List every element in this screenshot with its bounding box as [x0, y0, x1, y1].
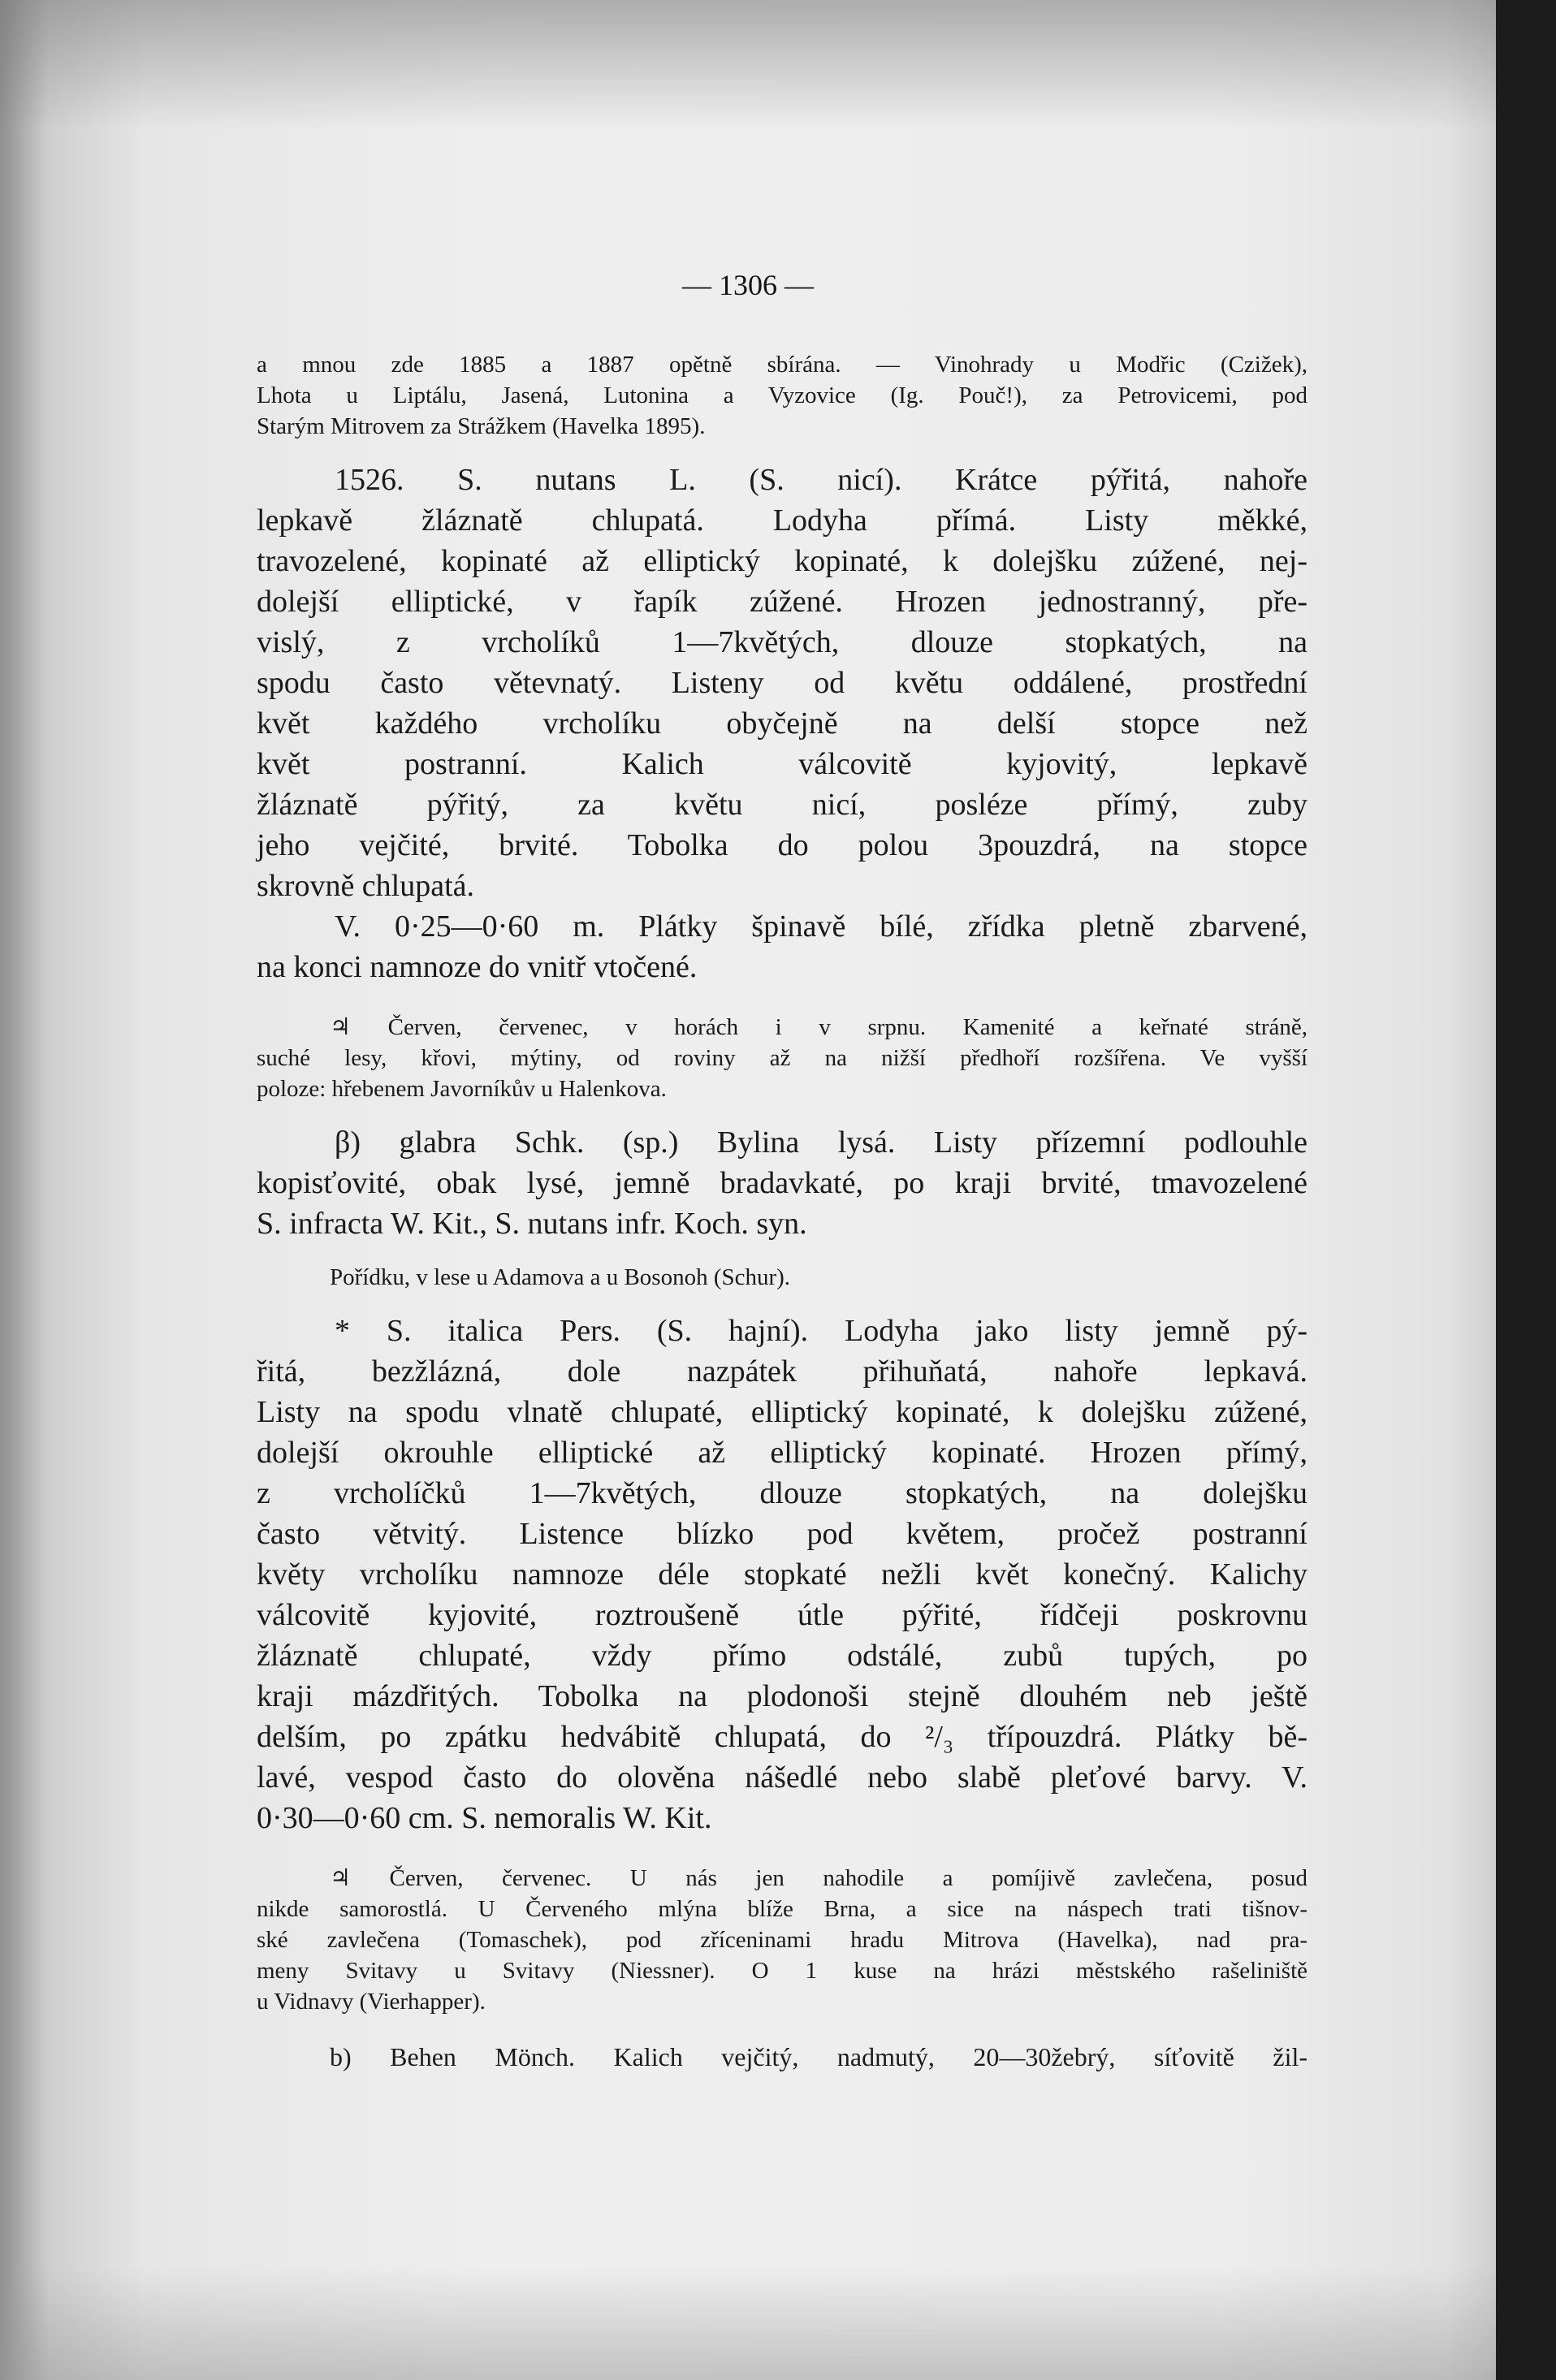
text-line: Pořídku, v lese u Adamova a u Bosonoh (Schur). — [330, 1264, 791, 1290]
text-line: 1526. S. nutans L. (S. nicí). Krátce pýřitá, nahoře — [335, 463, 1307, 497]
text-line: kopisťovité, obak lysé, jemně bradavkaté, po kraji brvité, tmavozelené — [257, 1166, 1307, 1200]
text-line: ♃ Červen, červenec, v horách i v srpnu. Kamenité a keřnaté stráně, — [330, 1014, 1307, 1040]
distribution-note — [257, 1012, 1307, 1104]
text-line: dolejší okrouhle elliptické až elliptický kopinaté. Hrozen přímý, — [257, 1436, 1307, 1470]
text-line: žláznatě pýřitý, za květu nicí, posléze přímý, zuby — [257, 788, 1307, 822]
text-line: z vrcholíčků 1—7květých, dlouze stopkatých, na dolejšku — [257, 1476, 1307, 1510]
text-line: válcovitě kyjovité, roztroušeně útle pýřité, řídčeji poskrovnu — [257, 1598, 1307, 1632]
text-line: lepkavě žláznatě chlupatá. Lodyha přímá. Listy měkké, — [257, 503, 1307, 538]
text-line: poloze: hřebenem Javorníkův u Halenkova. — [257, 1076, 667, 1102]
text-line: ♃ Červen, červenec. U nás jen nahodile a pomíjivě zavlečena, posud — [330, 1865, 1307, 1891]
text-line: květ postranní. Kalich válcovitě kyjovitý, lepkavě — [257, 747, 1307, 781]
text-line: Lhota u Liptálu, Jasená, Lutonina a Vyzovice (Ig. Pouč!), za Petrovicemi, pod — [257, 382, 1307, 408]
locality-note — [257, 1262, 1307, 1293]
text-line: meny Svitavy u Svitavy (Niessner). O 1 kuse na hrázi městského rašeliniště — [257, 1958, 1307, 1984]
text-line: b) Behen Mönch. Kalich vejčitý, nadmutý, 20—30žebrý, síťovitě žil- — [330, 2042, 1307, 2071]
text-line: na konci namnoze do vnitř vtočené. — [257, 950, 698, 984]
text-line: delším, po zpátku hedvábitě chlupatá, do ²/₃ třípouzdrá. Plátky bě- — [257, 1720, 1307, 1754]
text-line: V. 0·25—0·60 m. Plátky špinavě bílé, zřídka pletně zbarvené, — [335, 909, 1307, 944]
text-line: spodu často větevnatý. Listeny od květu oddálené, prostřední — [257, 666, 1307, 700]
variety-glabra — [257, 1122, 1307, 1244]
text-line: Starým Mitrovem za Strážkem (Havelka 1895). — [257, 413, 706, 439]
distribution-note — [257, 1863, 1307, 2017]
text-line: nikde samorostlá. U Červeného mlýna blíže Brna, a sice na náspech trati tišnov- — [257, 1896, 1307, 1922]
text-line: β) glabra Schk. (sp.) Bylina lysá. Listy přízemní podlouhle — [335, 1125, 1307, 1160]
text-line: ské zavlečena (Tomaschek), pod zříceninami hradu Mitrova (Havelka), nad pra- — [257, 1927, 1307, 1953]
text-line: kraji mázdřitých. Tobolka na plodonoši stejně dlouhém neb ještě — [257, 1679, 1307, 1713]
text-line: často větvitý. Listence blízko pod květem, pročež postranní — [257, 1517, 1307, 1551]
text-line: S. infracta W. Kit., S. nutans infr. Koch. syn. — [257, 1207, 807, 1241]
text-line: * S. italica Pers. (S. hajní). Lodyha jako listy jemně pý- — [335, 1314, 1307, 1348]
text-line: řitá, bezžlázná, dole nazpátek přihuňatá, nahoře lepkavá. — [257, 1354, 1307, 1389]
species-entry-italica — [257, 1311, 1307, 1838]
scanner-edge — [1496, 0, 1556, 2380]
text-line: květy vrcholíku namnoze déle stopkaté nežli květ konečný. Kalichy — [257, 1557, 1307, 1592]
text-line: dolejší elliptické, v řapík zúžené. Hrozen jednostranný, pře- — [257, 585, 1307, 619]
text-line: travozelené, kopinaté až elliptický kopinaté, k dolejšku zúžené, nej- — [257, 544, 1307, 578]
text-line: vislý, z vrcholíků 1—7květých, dlouze stopkatých, na — [257, 625, 1307, 659]
text-line: 0·30—0·60 cm. S. nemoralis W. Kit. — [257, 1801, 712, 1835]
paragraph-continuation — [257, 349, 1307, 442]
page-number: — 1306 — — [682, 269, 814, 301]
text-line: skrovně chlupatá. — [257, 869, 475, 903]
text-line: Listy na spodu vlnatě chlupaté, elliptický kopinaté, k dolejšku zúžené, — [257, 1395, 1307, 1429]
text-line: lavé, vespod často do olověna nášedlé nebo slabě pleťové barvy. V. — [257, 1760, 1307, 1795]
text-line: žláznatě chlupaté, vždy přímo odstálé, zubů tupých, po — [257, 1639, 1307, 1673]
species-entry-1526 — [257, 460, 1307, 987]
text-line: květ každého vrcholíku obyčejně na delší stopce než — [257, 706, 1307, 741]
text-line: jeho vejčité, brvité. Tobolka do polou 3pouzdrá, na stopce — [257, 828, 1307, 862]
text-line: u Vidnavy (Vierhapper). — [257, 1989, 486, 2015]
text-line: suché lesy, křovi, mýtiny, od roviny až na nižší předhoří rozšířena. Ve vyšší — [257, 1045, 1307, 1071]
page-body — [257, 349, 1307, 2072]
section-behen — [257, 2041, 1307, 2072]
text-line: a mnou zde 1885 a 1887 opětně sbírána. — Vinohrady u Modřic (Czižek), — [257, 352, 1307, 378]
